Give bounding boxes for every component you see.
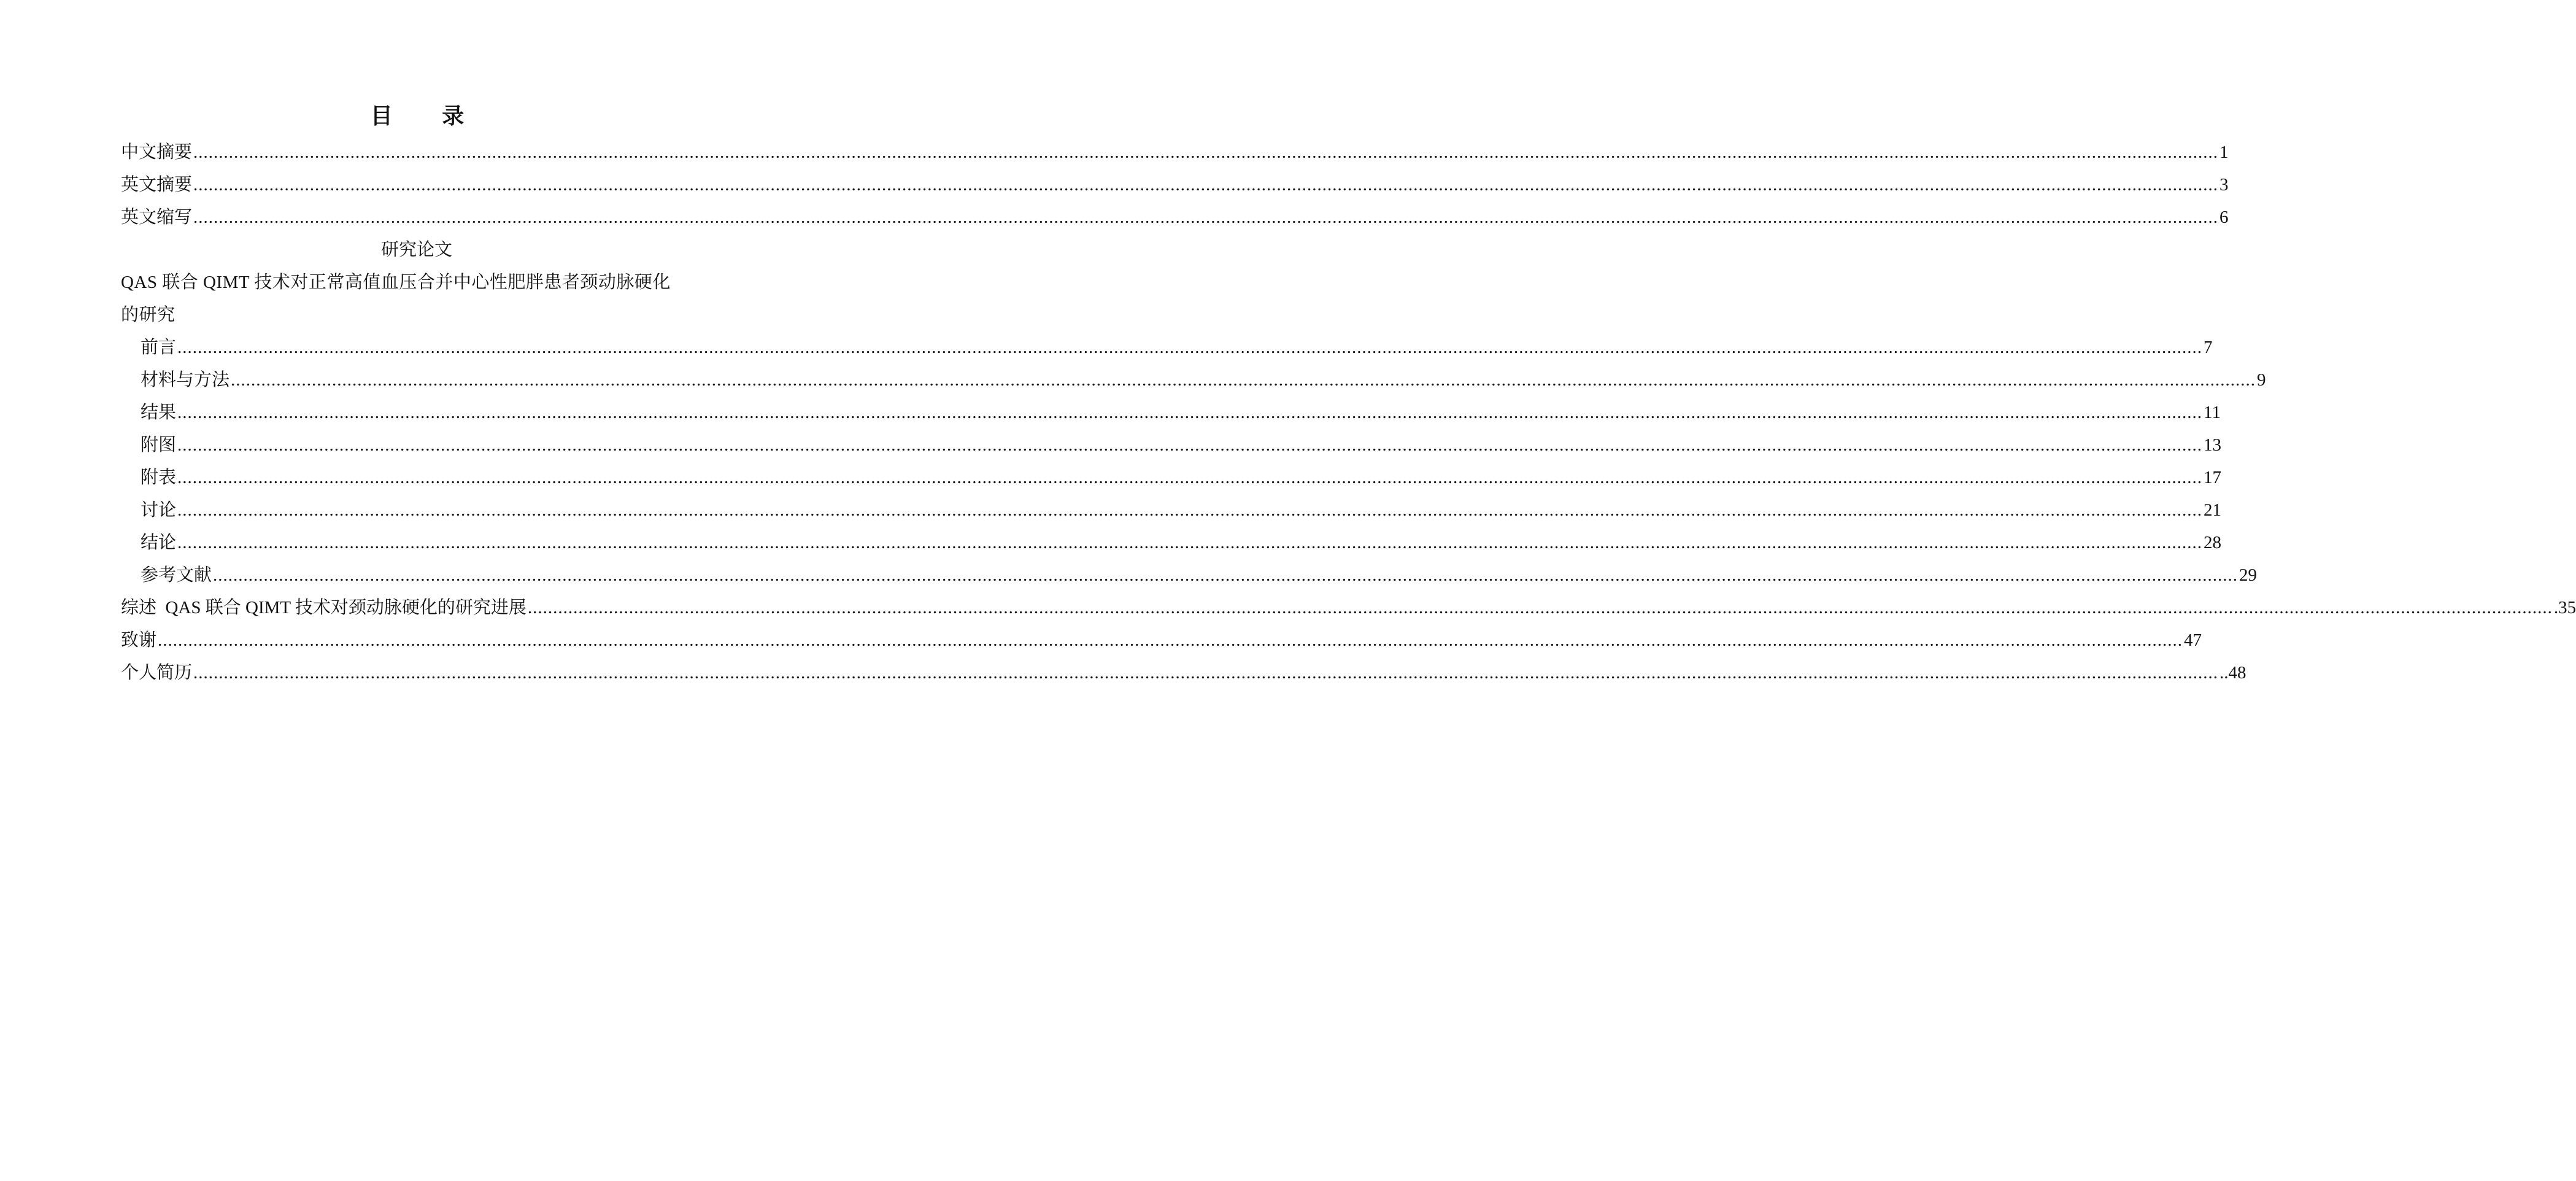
toc-leader-dots: ................................................................................................................................................................................................................................................................................................................................................................................................................ bbox=[213, 565, 2239, 585]
toc-entry-page: 17 bbox=[2204, 468, 2222, 487]
toc-subentry[interactable] bbox=[121, 494, 2222, 527]
toc-entry-label: 综述 QAS 联合 QIMT 技术对颈动脉硬化的研究进展 bbox=[121, 598, 526, 618]
toc-leader-dots: ................................................................................................................................................................................................................................................................................................................................................................................................................ bbox=[177, 468, 2203, 487]
toc-entry-label: 参考文献 bbox=[141, 565, 212, 585]
toc-entry[interactable] bbox=[121, 624, 2202, 657]
toc-entry-label: 英文摘要 bbox=[121, 175, 193, 195]
toc-leader-dots: ................................................................................................................................................................................................................................................................................................................................................................................................................ bbox=[193, 207, 2219, 227]
toc-entry-label: 讨论 bbox=[141, 500, 177, 520]
toc-leader-dots: ................................................................................................................................................................................................................................................................................................................................................................................................................ bbox=[177, 500, 2203, 520]
toc-entry-page: 47 bbox=[2184, 630, 2202, 650]
toc-subentry[interactable] bbox=[121, 559, 2258, 592]
paper-title-line2: 的研究 bbox=[121, 305, 175, 325]
toc-entry[interactable] bbox=[121, 657, 2246, 689]
toc-entry-label: 英文缩写 bbox=[121, 207, 193, 227]
toc-leader-dots: ................................................................................................................................................................................................................................................................................................................................................................................................................ bbox=[193, 142, 2219, 162]
toc-entry-label: 附表 bbox=[141, 468, 177, 487]
toc-entry-page: 6 bbox=[2219, 207, 2229, 227]
toc-entry[interactable] bbox=[121, 592, 2576, 624]
toc-subentry[interactable] bbox=[121, 364, 2266, 397]
toc-subentry[interactable] bbox=[121, 397, 2221, 429]
toc-entry-label: 中文摘要 bbox=[121, 142, 193, 162]
toc-leader-dots: ................................................................................................................................................................................................................................................................................................................................................................................................................ bbox=[177, 533, 2203, 552]
toc-leader-dots: ................................................................................................................................................................................................................................................................................................................................................................................................................ bbox=[177, 435, 2203, 455]
toc-entry-label: 结果 bbox=[141, 403, 177, 422]
toc-entry-page: 21 bbox=[2204, 500, 2222, 520]
toc-entry-label: 前言 bbox=[141, 338, 177, 357]
paper-title-line1: QAS 联合 QIMT 技术对正常高值血压合并中心性肥胖患者颈动脉硬化 bbox=[121, 273, 671, 292]
section-heading: 研究论文 bbox=[380, 240, 452, 260]
toc-subentry[interactable] bbox=[121, 462, 2222, 494]
toc-entry[interactable] bbox=[121, 201, 2229, 234]
toc-entry-page: 9 bbox=[2257, 370, 2266, 390]
toc-leader-dots: ................................................................................................................................................................................................................................................................................................................................................................................................................ bbox=[177, 403, 2203, 422]
toc-entry-page: 29 bbox=[2239, 565, 2258, 585]
toc-entry-label: 附图 bbox=[141, 435, 177, 455]
toc-entry-page: 11 bbox=[2204, 403, 2221, 422]
toc-entry[interactable] bbox=[121, 169, 2229, 201]
toc-entry-page: 3 bbox=[2219, 175, 2229, 195]
toc-entry-label: 材料与方法 bbox=[141, 370, 230, 390]
toc-entry-label: 致谢 bbox=[121, 630, 157, 650]
toc-subentry[interactable] bbox=[121, 331, 2213, 364]
toc-entry-label: 结论 bbox=[141, 533, 177, 552]
toc-subentry[interactable] bbox=[121, 429, 2222, 462]
toc-entry[interactable] bbox=[121, 136, 2229, 169]
toc-entry-page: 28 bbox=[2204, 533, 2222, 552]
toc-entry-page: 7 bbox=[2204, 338, 2213, 357]
toc-leader-dots: ................................................................................................................................................................................................................................................................................................................................................................................................................ bbox=[231, 370, 2256, 390]
toc-leader-dots: ................................................................................................................................................................................................................................................................................................................................................................................................................ bbox=[527, 598, 2553, 618]
toc-leader-dots: ................................................................................................................................................................................................................................................................................................................................................................................................................ bbox=[177, 338, 2203, 357]
toc-entry-label: 个人简历 bbox=[121, 663, 193, 683]
toc-entry-page: ..48 bbox=[2219, 663, 2246, 683]
toc-leader-dots: ................................................................................................................................................................................................................................................................................................................................................................................................................ bbox=[158, 630, 2183, 650]
toc-entry-page: 1 bbox=[2219, 142, 2229, 162]
toc-title: 目 录 bbox=[370, 104, 485, 129]
toc-entry-page: .35 bbox=[2553, 598, 2576, 618]
toc-leader-dots: ................................................................................................................................................................................................................................................................................................................................................................................................................ bbox=[193, 663, 2219, 683]
toc-leader-dots: ................................................................................................................................................................................................................................................................................................................................................................................................................ bbox=[193, 175, 2219, 195]
toc-subentry[interactable] bbox=[121, 527, 2222, 559]
table-of-contents bbox=[121, 136, 2576, 689]
toc-entry-page: 13 bbox=[2204, 435, 2222, 455]
